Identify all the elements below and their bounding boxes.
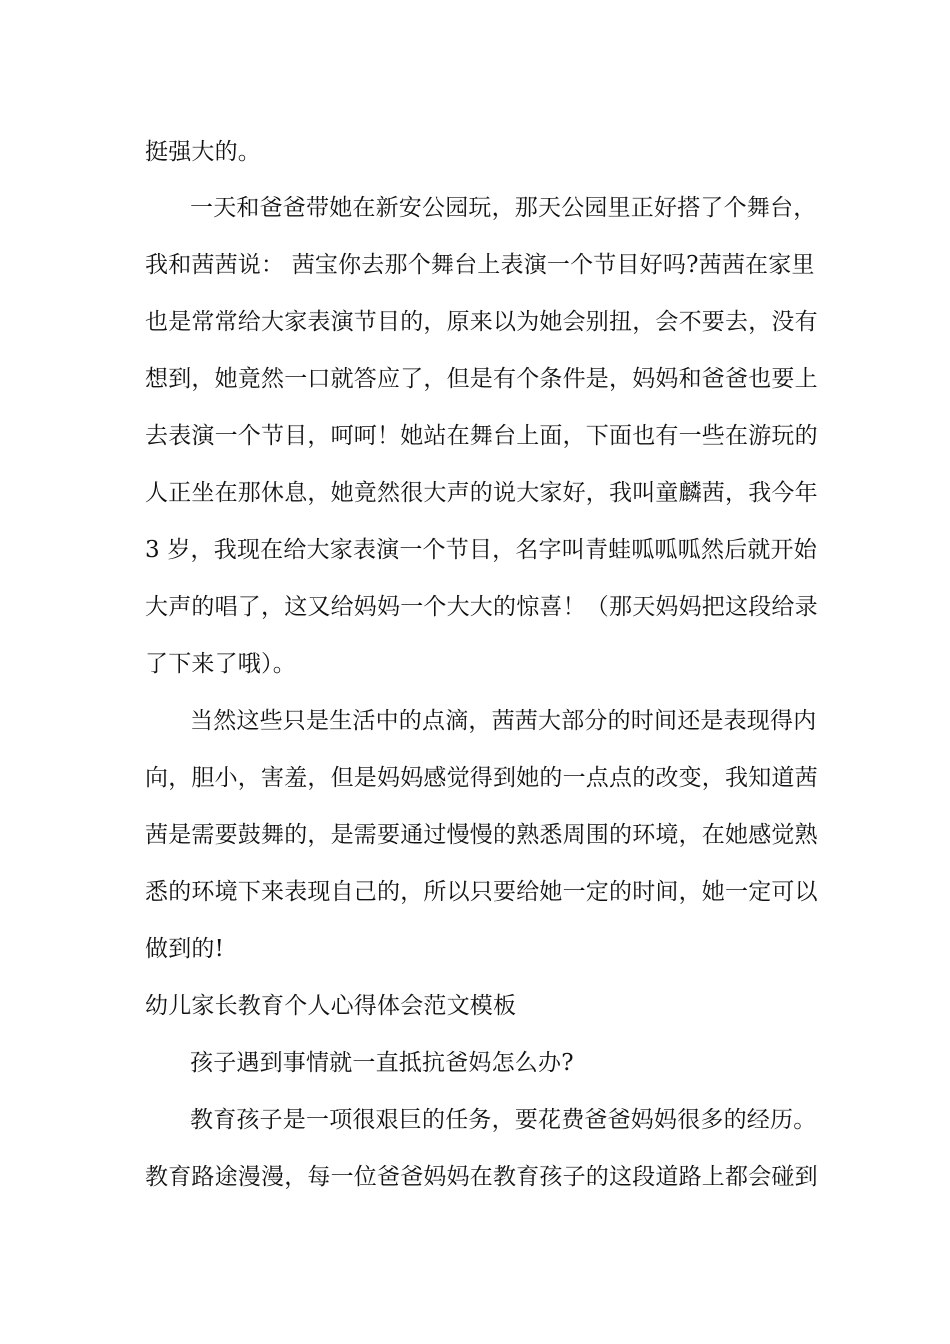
text-line: 悉的环境下来表现自己的，所以只要给她一定的时间，她一定可以 (145, 879, 818, 905)
text-line: 做到的! (145, 936, 225, 962)
text-line: 去表演一个节目，呵呵！她站在舞台上面，下面也有一些在游玩的 (145, 423, 818, 449)
text-line: 我和茜茜说： 茜宝你去那个舞台上表演一个节目好吗?茜茜在家里 (145, 252, 815, 278)
text-line: 人正坐在那休息，她竟然很大声的说大家好，我叫童麟茜，我今年 (145, 480, 818, 506)
text-line: 挺强大的。 (145, 139, 261, 165)
text-line: 也是常常给大家表演节目的，原来以为她会别扭，会不要去，没有 (145, 309, 818, 335)
question-line: 孩子遇到事情就一直抵抗爸妈怎么办? (190, 1050, 574, 1076)
paragraph-start-line: 一天和爸爸带她在新安公园玩，那天公园里正好搭了个舞台， (190, 195, 817, 221)
paragraph-start-line: 当然这些只是生活中的点滴，茜茜大部分的时间还是表现得内 (190, 708, 817, 734)
section-heading: 幼儿家长教育个人心得体会范文模板 (145, 993, 517, 1019)
text-line: 3 岁，我现在给大家表演一个节目，名字叫青蛙呱呱呱然后就开始 (145, 537, 817, 563)
text-line: 了下来了哦）。 (145, 651, 296, 677)
text-line: 教育路途漫漫，每一位爸爸妈妈在教育孩子的这段道路上都会碰到 (145, 1164, 818, 1190)
text-line: 大声的唱了，这又给妈妈一个大大的惊喜！（那天妈妈把这段给录 (145, 594, 818, 620)
text-line: 向，胆小，害羞，但是妈妈感觉得到她的一点点的改变，我知道茜 (145, 765, 818, 791)
text-line: 茜是需要鼓舞的，是需要通过慢慢的熟悉周围的环境，在她感觉熟 (145, 822, 818, 848)
text-line: 想到，她竟然一口就答应了，但是有个条件是，妈妈和爸爸也要上 (145, 366, 818, 392)
paragraph-start-line: 教育孩子是一项很艰巨的任务，要花费爸爸妈妈很多的经历。 (190, 1107, 817, 1133)
